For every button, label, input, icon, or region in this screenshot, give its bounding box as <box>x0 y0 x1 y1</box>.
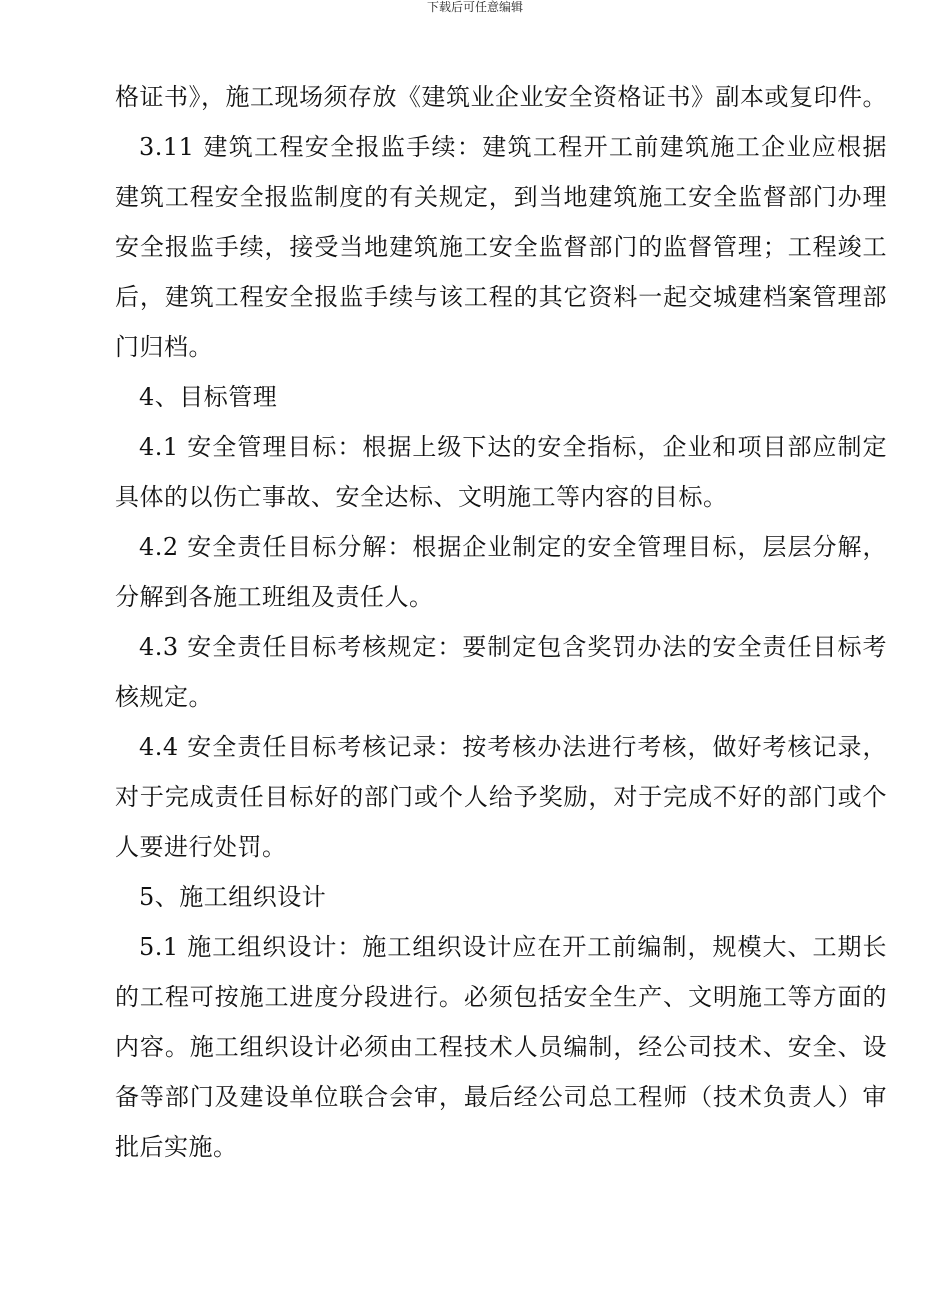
paragraph-4-2-goal-breakdown: 4.2 安全责任目标分解：根据企业制定的安全管理目标，层层分解，分解到各施工班组及责任人。 <box>115 533 887 611</box>
paragraph-4-3-assessment-rules: 4.3 安全责任目标考核规定：要制定包含奖罚办法的安全责任目标考核规定。 <box>115 633 887 711</box>
section-heading-5-construction-design: 5、施工组织设计 <box>139 883 327 911</box>
section-heading-4-target-management: 4、目标管理 <box>139 383 278 411</box>
paragraph-certificate-continuation: 格证书》，施工现场须存放《建筑业企业安全资格证书》副本或复印件。 <box>115 83 887 111</box>
paragraph-3-11-safety-filing: 3.11 建筑工程安全报监手续：建筑工程开工前建筑施工企业应根据建筑工程安全报监制度的有关规定，到当地建筑施工安全监督部门办理安全报监手续，接受当地建筑施工安全监督部门的监督管理；工程竣工后，建筑工程安全报监手续与该工程的其它资料一起交城建档案管理部门归档。 <box>115 133 887 361</box>
paragraph-5-1-construction-design: 5.1 施工组织设计：施工组织设计应在开工前编制，规模大、工期长的工程可按施工进度分段进行。必须包括安全生产、文明施工等方面的内容。施工组织设计必须由工程技术人员编制，经公司技术、安全、设备等部门及建设单位联合会审，最后经公司总工程师（技术负责人）审批后实施。 <box>115 933 887 1161</box>
page-header-note: 下载后可任意编辑 <box>426 0 523 14</box>
document-body <box>115 72 887 1172</box>
paragraph-4-4-assessment-records: 4.4 安全责任目标考核记录：按考核办法进行考核，做好考核记录，对于完成责任目标好的部门或个人给予奖励，对于完成不好的部门或个人要进行处罚。 <box>115 733 887 861</box>
paragraph-4-1-safety-goal: 4.1 安全管理目标：根据上级下达的安全指标，企业和项目部应制定具体的以伤亡事故、安全达标、文明施工等内容的目标。 <box>115 433 887 511</box>
